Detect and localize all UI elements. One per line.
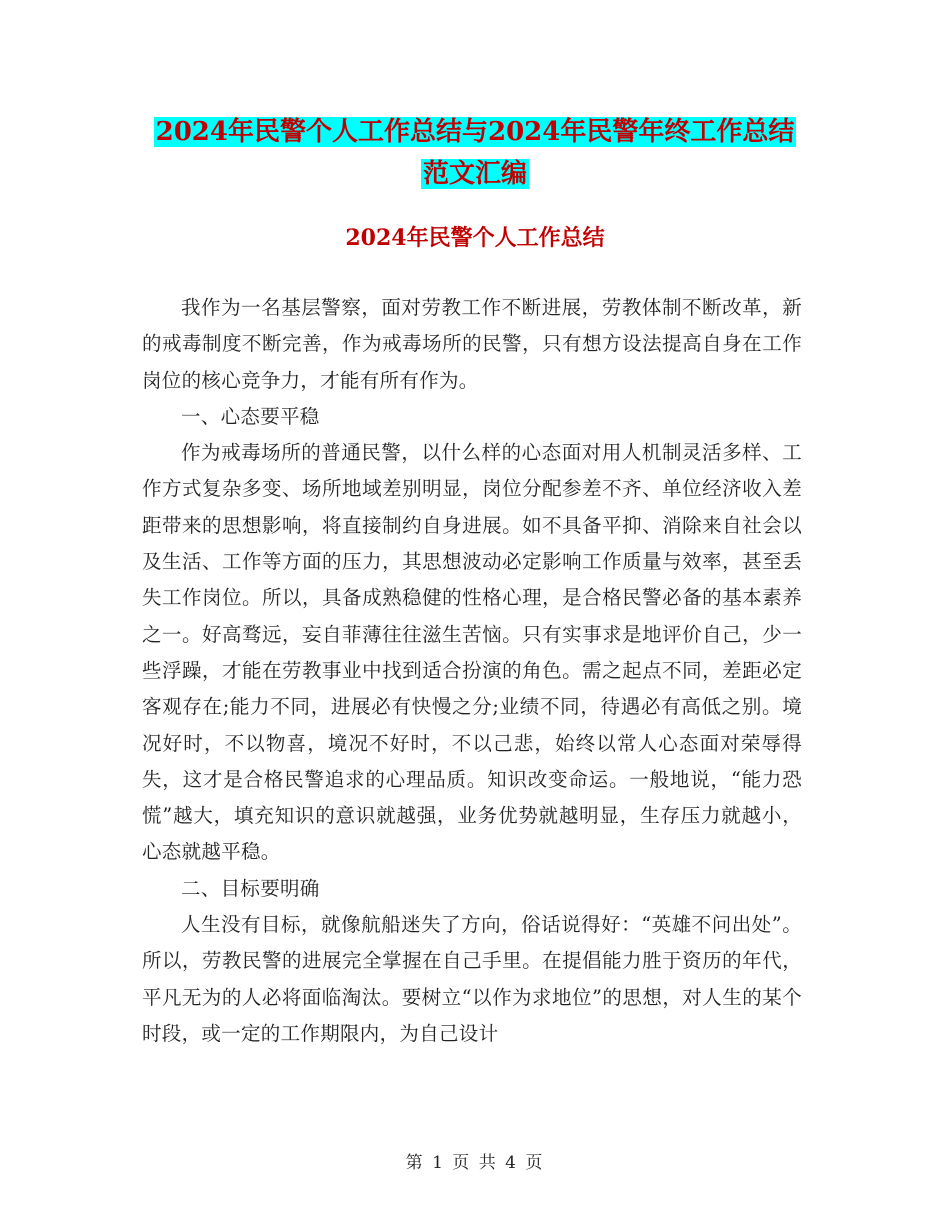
section-title: 2024年民警个人工作总结 xyxy=(345,225,605,251)
paragraph-1: 作为戒毒场所的普通民警，以什么样的心态面对用人机制灵活多样、工作方式复杂多变、场所地域差别明显，岗位分配参差不齐、单位经济收入差距带来的思想影响，将直接制约自身进展。如不具备平抑、消除来自社会以及生活、工作等方面的压力，其思想波动必定影响工作质量与效率，甚至丢失工作岗位。所以，具备成熟稳健的性格心理，是合格民警必备的基本素养之一。好高骛远，妄自菲薄往往滋生苦恼。只有实事求是地评价自己，少一些浮躁，才能在劳教事业中找到适合扮演的角色。需之起点不同，差距必定客观存在;能力不同，进展必有快慢之分;业绩不同，待遇必有高低之别。境况好时，不以物喜，境况不好时，不以己悲，始终以常人心态面对荣辱得失，这才是合格民警追求的心理品质。知识改变命运。一般地说，“能力恐慌”越大，填充知识的意识就越强，业务优势就越明显，生存压力就越小，心态就越平稳。 xyxy=(142,441,802,864)
document-body xyxy=(142,290,802,1052)
page-footer: 第 1 页 共 4 页 xyxy=(405,1153,545,1173)
heading-1: 一、心态要平稳 xyxy=(181,404,320,428)
paragraph-2: 人生没有目标，就像航船迷失了方向，俗话说得好：“英雄不问出处”。所以，劳教民警的进展完全掌握在自己手里。在提倡能力胜于资历的年代，平凡无为的人必将面临淘汰。要树立“以作为求地位”的思想，对人生的某个时段，或一定的工作期限内，为自己设计 xyxy=(142,913,802,1045)
intro-paragraph: 我作为一名基层警察，面对劳教工作不断进展，劳教体制不断改革，新的戒毒制度不断完善，作为戒毒场所的民警，只有想方设法提高自身在工作岗位的核心竞争力，才能有所有作为。 xyxy=(142,296,802,392)
document-title-line-1 xyxy=(0,110,950,154)
title-highlight-1: 2024年民警个人工作总结与2024年民警年终工作总结 xyxy=(155,117,795,147)
document-title-line-2 xyxy=(0,152,950,196)
heading-2: 二、目标要明确 xyxy=(181,876,320,900)
title-highlight-2: 范文汇编 xyxy=(422,159,527,189)
